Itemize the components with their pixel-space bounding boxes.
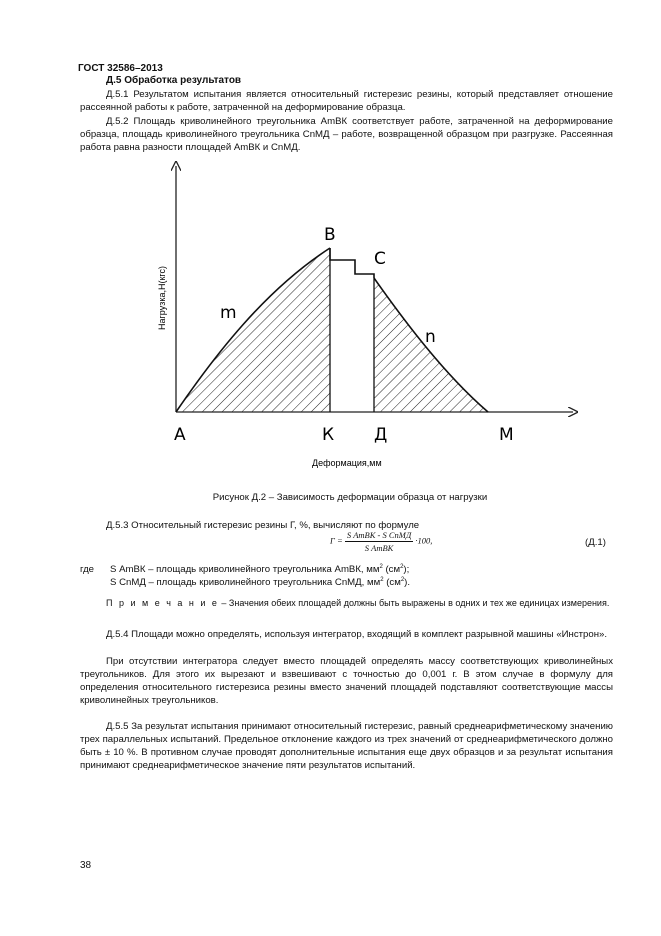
section-title: Д.5 Обработка результатов bbox=[106, 75, 242, 86]
definition-cnmd-sup: 2 bbox=[380, 577, 384, 583]
definition-cnmd-unit-sup: 2 bbox=[400, 577, 405, 583]
paragraph-d-5-4: Д.5.4 Площади можно определять, используя интегратор, входящий в комплект разрывной машины «Инстрон». bbox=[106, 629, 608, 640]
definition-ambk-unit: (см bbox=[385, 564, 401, 576]
point-label-c: С bbox=[374, 249, 386, 269]
definition-ambk bbox=[110, 564, 409, 575]
formula-d1 bbox=[330, 530, 470, 553]
note-label: П р и м е ч а н и е bbox=[106, 598, 219, 608]
definition-cnmd-end: ). bbox=[404, 577, 411, 589]
paragraph-d-5-2: Д.5.2 Площадь криволинейного треугольника АmВК соответствует работе, затраченной на деформирование образца, площадь криволинейного треугольника СnМД – работе, возвращенной образцом при разгрузке. Рассеянная работа равна разности площадей АmВК и СnМД. bbox=[80, 116, 613, 153]
figure-caption: Рисунок Д.2 – Зависимость деформации образца от нагрузки bbox=[212, 492, 488, 503]
paragraph-integrator: При отсутствии интегратора следует вместо площадей определять массу соответствующих криволинейных треугольников. Для этого их вырезают и взвешивают с точностью до 0,001 г. В этом случае в формулу для определения относительного гистерезиса резины вместо значений площадей подставляют соответствующие массы криволинейных треугольников. bbox=[80, 656, 613, 706]
y-axis-label: Нагрузка,Н(кгс) bbox=[157, 266, 167, 330]
page-number: 38 bbox=[80, 860, 92, 871]
formula-fraction bbox=[345, 530, 413, 553]
curve-label-m: m bbox=[220, 303, 237, 323]
formula-numerator: S АmВК - S СnМД bbox=[346, 530, 412, 540]
definition-ambk-text: S АmВК – площадь криволинейного треугольника АmВК, мм bbox=[110, 564, 380, 576]
formula-number: (Д.1) bbox=[585, 537, 606, 548]
paragraph-d-5-1: Д.5.1 Результатом испытания является относительный гистерезис резины, который представляет отношение рассеянной работы к работе, затраченной на деформирование образца. bbox=[80, 89, 613, 113]
note-text: – Значения обеих площадей должны быть выражены в одних и тех же единицах измерения. bbox=[218, 598, 610, 608]
paragraph-d-5-5: Д.5.5 За результат испытания принимают относительный гистерезис, равный среднеарифметическому значению трех параллельных испытаний. Предельное отклонение каждого из трех значений от среднеарифметического должно быть ± 10 %. В противном случае проводят дополнительные испытания еще двух образцов и за результат испытания принимают среднеарифметическое значение пяти результатов испытаний. bbox=[80, 721, 613, 771]
definition-cnmd bbox=[110, 577, 410, 588]
definition-cnmd-unit: (см bbox=[386, 577, 401, 589]
point-label-b: В bbox=[324, 225, 336, 245]
definition-cnmd-text: S СnМД – площадь криволинейного треугольника СnМД, мм bbox=[110, 577, 381, 589]
definitions-where: где bbox=[80, 564, 95, 575]
hysteresis-diagram bbox=[140, 160, 580, 470]
formula-denominator: S АmВК bbox=[364, 543, 394, 553]
curve-label-n: n bbox=[425, 327, 436, 347]
definition-ambk-unit-sup: 2 bbox=[400, 564, 404, 570]
definition-ambk-end: ); bbox=[403, 564, 410, 576]
formula-tail: ·100, bbox=[415, 535, 433, 546]
x-axis-label: Деформация,мм bbox=[312, 458, 382, 468]
point-label-k: К bbox=[322, 425, 335, 445]
standard-number: ГОСТ 32586–2013 bbox=[78, 63, 163, 74]
point-label-m: М bbox=[499, 425, 514, 445]
relaxation-steps bbox=[330, 248, 374, 278]
paragraph-d-5-3: Д.5.3 Относительный гистерезис резины Г, %, вычисляют по формуле bbox=[106, 520, 420, 531]
point-label-d: Д bbox=[374, 425, 388, 445]
definition-ambk-sup: 2 bbox=[379, 564, 383, 570]
note bbox=[80, 597, 613, 609]
point-label-a: А bbox=[174, 425, 186, 445]
area-ambk bbox=[176, 248, 330, 412]
formula-lhs: Г = bbox=[330, 535, 343, 546]
